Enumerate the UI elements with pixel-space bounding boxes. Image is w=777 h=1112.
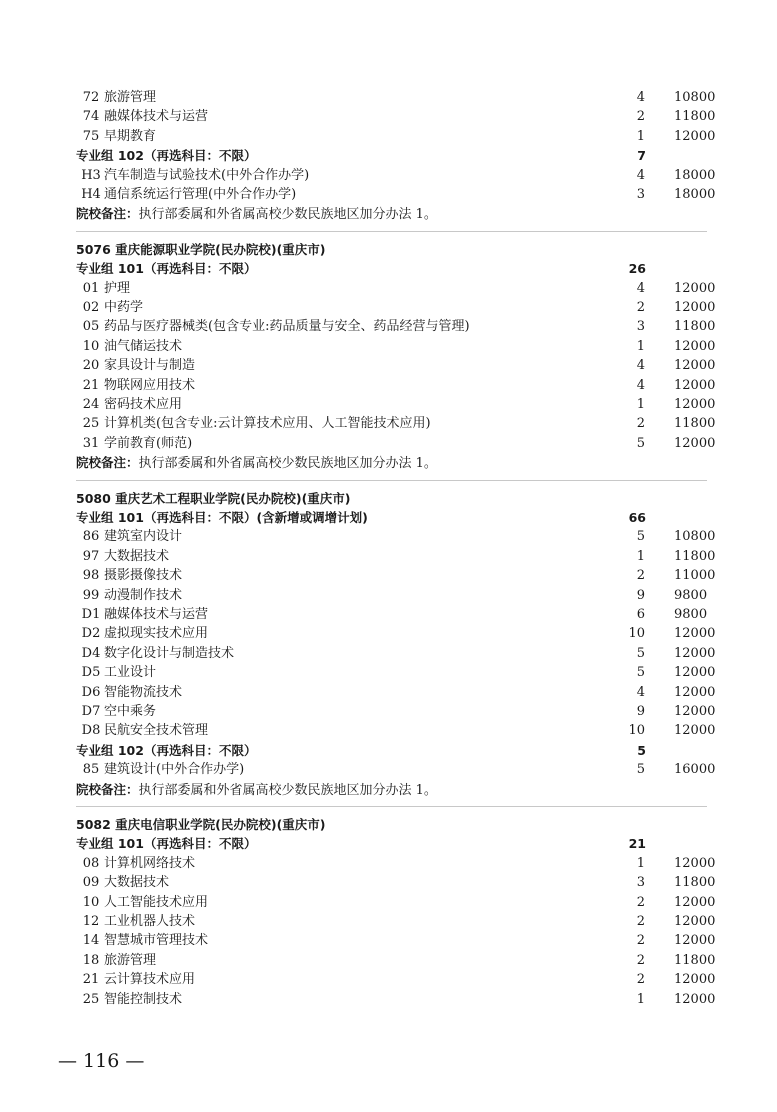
- major-code: D8: [81, 723, 101, 739]
- plan-count: 3: [636, 187, 645, 202]
- tuition-fee: 12000: [674, 894, 716, 910]
- tuition-fee: 12000: [674, 377, 716, 393]
- major-name: 旅游管理: [104, 90, 157, 105]
- major-code: 20: [82, 358, 100, 374]
- school-note: [0, 453, 777, 472]
- major-name: 计算机网络技术: [104, 855, 196, 871]
- major-code: 75: [82, 128, 100, 144]
- plan-count: 5: [636, 529, 645, 545]
- plan-count: 5: [636, 762, 645, 778]
- tuition-fee: 12000: [674, 358, 716, 374]
- major-name: 工业设计: [104, 665, 157, 681]
- page-number: — 116 —: [58, 1050, 145, 1072]
- plan-count: 4: [636, 280, 645, 296]
- major-code: 21: [82, 972, 100, 988]
- major-code: D2: [81, 626, 101, 642]
- major-name: 民航安全技术管理: [104, 723, 209, 739]
- group-title: 专业组 101（再选科目：不限）: [76, 261, 257, 277]
- major-code: H4: [81, 187, 101, 202]
- plan-count: 2: [636, 933, 645, 949]
- major-row: [0, 337, 777, 356]
- tuition-fee: 12000: [674, 933, 716, 949]
- major-row: [0, 395, 777, 414]
- plan-count: 5: [636, 645, 645, 661]
- note-text: 执行部委属和外省属高校少数民族地区加分办法 1。: [138, 456, 437, 472]
- major-row: [0, 931, 777, 950]
- plan-count: 2: [636, 894, 645, 910]
- tuition-fee: 18000: [674, 187, 716, 202]
- tuition-fee: 10800: [674, 529, 716, 545]
- note-label: 院校备注：: [76, 455, 139, 471]
- plan-count: 2: [636, 952, 645, 968]
- major-name: 工业机器人技术: [104, 914, 196, 929]
- plan-count: 4: [636, 684, 645, 700]
- plan-count: 9: [636, 587, 645, 603]
- major-name: 摄影摄像技术: [104, 568, 183, 584]
- tuition-fee: 12000: [674, 338, 716, 354]
- major-code: 97: [82, 548, 100, 564]
- tuition-fee: 11800: [674, 109, 716, 125]
- tuition-fee: 11000: [674, 568, 716, 584]
- group-header: [0, 259, 777, 278]
- major-name: 大数据技术: [104, 548, 170, 564]
- school-note: [0, 204, 777, 223]
- major-name: 学前教育(师范): [104, 435, 193, 451]
- major-row: [0, 893, 777, 912]
- group-total: 7: [637, 148, 646, 164]
- plan-count: 4: [636, 358, 645, 374]
- major-row: [0, 873, 777, 892]
- plan-count: 5: [636, 665, 645, 681]
- major-code: 98: [82, 568, 100, 584]
- plan-count: 10: [628, 626, 645, 642]
- tuition-fee: 11800: [674, 875, 716, 891]
- tuition-fee: 12000: [674, 300, 716, 315]
- plan-count: 4: [636, 377, 645, 393]
- major-name: 中药学: [104, 300, 144, 315]
- major-name: 通信系统运行管理(中外合作办学): [104, 187, 297, 202]
- note-label: 院校备注：: [76, 781, 139, 797]
- school-title: 5080 重庆艺术工程职业学院(民办院校)(重庆市): [76, 490, 351, 506]
- tuition-fee: 18000: [674, 167, 716, 183]
- note-label: 院校备注：: [76, 206, 139, 222]
- major-code: 10: [82, 338, 100, 354]
- note: [76, 204, 437, 224]
- plan-count: 1: [636, 991, 645, 1007]
- major-row: [0, 527, 777, 546]
- major-name: 密码技术应用: [104, 397, 183, 412]
- tuition-fee: 12000: [674, 128, 716, 144]
- plan-count: 3: [636, 319, 645, 335]
- major-row: [0, 644, 777, 663]
- major-name: 动漫制作技术: [104, 587, 183, 603]
- major-row: [0, 317, 777, 336]
- tuition-fee: 16000: [674, 762, 716, 778]
- major-code: 85: [82, 762, 100, 778]
- major-code: D5: [81, 665, 101, 681]
- major-code: 10: [82, 894, 100, 910]
- major-row: [0, 702, 777, 721]
- major-row: [0, 166, 777, 185]
- major-name: 人工智能技术应用: [104, 894, 209, 910]
- major-code: 21: [82, 377, 100, 393]
- section-divider: [76, 480, 707, 481]
- major-row: [0, 434, 777, 453]
- major-code: 31: [82, 435, 100, 451]
- major-code: 86: [82, 529, 100, 545]
- major-row: [0, 951, 777, 970]
- school-header: [0, 489, 777, 508]
- tuition-fee: 12000: [674, 991, 716, 1007]
- major-code: 12: [82, 914, 100, 929]
- major-name: 家具设计与制造: [104, 358, 196, 374]
- major-name: 汽车制造与试验技术(中外合作办学): [104, 167, 310, 183]
- section-divider: [76, 231, 707, 232]
- group-header: [0, 834, 777, 853]
- plan-count: 2: [636, 568, 645, 584]
- major-name: 建筑室内设计: [104, 529, 183, 545]
- group-total: 5: [637, 742, 646, 758]
- tuition-fee: 12000: [674, 397, 716, 412]
- major-code: 14: [82, 933, 100, 949]
- plan-count: 10: [628, 723, 645, 739]
- tuition-fee: 12000: [674, 280, 716, 296]
- major-row: [0, 586, 777, 605]
- major-code: D4: [81, 645, 101, 661]
- major-code: 74: [82, 109, 100, 125]
- major-name: 数字化设计与制造技术: [104, 645, 235, 661]
- tuition-fee: 9800: [674, 607, 708, 622]
- major-name: 大数据技术: [104, 875, 170, 891]
- tuition-fee: 12000: [674, 665, 716, 681]
- tuition-fee: 12000: [674, 645, 716, 661]
- section-divider: [76, 806, 707, 807]
- major-code: 09: [82, 875, 100, 891]
- group-total: 21: [628, 836, 646, 852]
- major-row: [0, 970, 777, 989]
- major-name: 融媒体技术与运营: [104, 607, 209, 622]
- major-name: 早期教育: [104, 128, 157, 144]
- major-code: 99: [82, 587, 100, 603]
- major-name: 药品与医疗器械类(包含专业:药品质量与安全、药品经营与管理): [104, 319, 470, 335]
- group-title: 专业组 102（再选科目：不限）: [76, 742, 257, 758]
- group-title: 专业组 102（再选科目：不限）: [76, 148, 257, 164]
- plan-count: 5: [636, 435, 645, 451]
- major-row: [0, 721, 777, 740]
- plan-count: 9: [636, 704, 645, 719]
- major-name: 计算机类(包含专业:云计算技术应用、人工智能技术应用): [104, 416, 431, 432]
- school-title: 5076 重庆能源职业学院(民办院校)(重庆市): [76, 241, 326, 257]
- major-code: 02: [82, 300, 100, 315]
- major-row: [0, 760, 777, 779]
- major-row: [0, 127, 777, 146]
- note-text: 执行部委属和外省属高校少数民族地区加分办法 1。: [138, 207, 437, 223]
- major-row: [0, 990, 777, 1009]
- tuition-fee: 11800: [674, 952, 716, 968]
- major-row: [0, 356, 777, 375]
- school-note: [0, 780, 777, 799]
- plan-count: 1: [636, 548, 645, 564]
- major-row: [0, 376, 777, 395]
- note: [76, 453, 437, 473]
- plan-count: 1: [636, 338, 645, 354]
- major-code: 05: [82, 319, 100, 335]
- note-text: 执行部委属和外省属高校少数民族地区加分办法 1。: [138, 782, 437, 798]
- major-code: 72: [82, 90, 100, 105]
- major-name: 智慧城市管理技术: [104, 933, 209, 949]
- major-row: [0, 912, 777, 931]
- school-header: [0, 240, 777, 259]
- major-row: [0, 605, 777, 624]
- major-row: [0, 663, 777, 682]
- plan-count: 2: [636, 972, 645, 988]
- tuition-fee: 12000: [674, 626, 716, 642]
- tuition-fee: 11800: [674, 416, 716, 432]
- major-row: [0, 854, 777, 873]
- group-total: 26: [628, 261, 646, 277]
- major-name: 护理: [104, 280, 131, 296]
- school-header: [0, 815, 777, 834]
- tuition-fee: 12000: [674, 855, 716, 871]
- plan-count: 1: [636, 397, 645, 412]
- major-name: 智能控制技术: [104, 991, 183, 1007]
- group-title: 专业组 101（再选科目：不限）: [76, 836, 257, 852]
- group-header: [0, 741, 777, 760]
- plan-count: 2: [636, 416, 645, 432]
- major-code: D1: [81, 607, 101, 622]
- major-row: [0, 279, 777, 298]
- group-header: [0, 508, 777, 527]
- major-code: 25: [82, 991, 100, 1007]
- major-row: [0, 298, 777, 317]
- group-header: [0, 146, 777, 165]
- tuition-fee: 11800: [674, 319, 716, 335]
- plan-count: 4: [636, 90, 645, 105]
- major-code: 25: [82, 416, 100, 432]
- plan-count: 2: [636, 109, 645, 125]
- major-code: H3: [81, 167, 101, 183]
- tuition-fee: 10800: [674, 90, 716, 105]
- major-name: 云计算技术应用: [104, 972, 196, 988]
- major-row: [0, 414, 777, 433]
- tuition-fee: 12000: [674, 704, 716, 719]
- major-code: 01: [82, 280, 100, 296]
- tuition-fee: 12000: [674, 914, 716, 929]
- plan-count: 2: [636, 300, 645, 315]
- major-code: 24: [82, 397, 100, 412]
- plan-count: 1: [636, 128, 645, 144]
- major-code: D6: [81, 684, 101, 700]
- major-name: 虚拟现实技术应用: [104, 626, 209, 642]
- tuition-fee: 11800: [674, 548, 716, 564]
- major-row: [0, 88, 777, 107]
- major-name: 油气储运技术: [104, 338, 183, 354]
- major-row: [0, 547, 777, 566]
- group-total: 66: [628, 510, 646, 525]
- major-row: [0, 683, 777, 702]
- major-name: 智能物流技术: [104, 684, 183, 700]
- group-title: 专业组 101（再选科目：不限）(含新增或调增计划): [76, 510, 368, 525]
- major-name: 物联网应用技术: [104, 377, 196, 393]
- school-title: 5082 重庆电信职业学院(民办院校)(重庆市): [76, 817, 326, 832]
- major-row: [0, 624, 777, 643]
- major-name: 建筑设计(中外合作办学): [104, 762, 245, 778]
- plan-count: 2: [636, 914, 645, 929]
- tuition-fee: 9800: [674, 587, 708, 603]
- plan-count: 3: [636, 875, 645, 891]
- major-row: [0, 185, 777, 204]
- tuition-fee: 12000: [674, 723, 716, 739]
- major-code: D7: [81, 704, 101, 719]
- major-code: 18: [82, 952, 100, 968]
- major-code: 08: [82, 855, 100, 871]
- tuition-fee: 12000: [674, 684, 716, 700]
- tuition-fee: 12000: [674, 435, 716, 451]
- major-name: 旅游管理: [104, 952, 157, 968]
- plan-count: 6: [636, 607, 645, 622]
- plan-count: 1: [636, 855, 645, 871]
- major-name: 空中乘务: [104, 704, 157, 719]
- major-row: [0, 107, 777, 126]
- tuition-fee: 12000: [674, 972, 716, 988]
- major-name: 融媒体技术与运营: [104, 109, 209, 125]
- note: [76, 780, 437, 800]
- plan-count: 4: [636, 167, 645, 183]
- major-row: [0, 566, 777, 585]
